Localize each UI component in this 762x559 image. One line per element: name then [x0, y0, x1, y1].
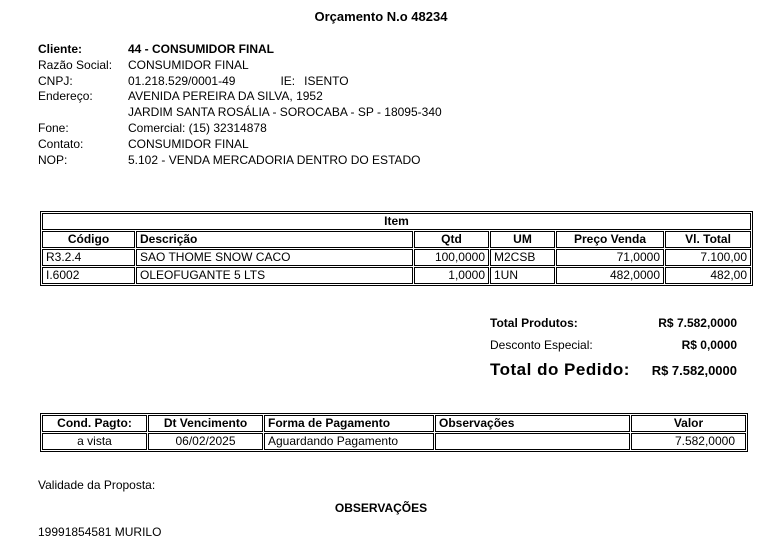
- desconto-especial-label: Desconto Especial:: [490, 338, 593, 353]
- payment-table: [40, 413, 748, 452]
- contact-line: 19991854581 MURILO: [38, 525, 162, 540]
- client-label: NOP:: [38, 152, 68, 167]
- column-header-qtd: Qtd: [414, 231, 489, 248]
- client-value: 5.102 - VENDA MERCADORIA DENTRO DO ESTADO: [128, 152, 421, 167]
- qtd-cell: 1,0000: [414, 267, 489, 284]
- column-header-cond-pagto: Cond. Pagto:: [42, 415, 147, 432]
- client-label: CNPJ:: [38, 73, 73, 88]
- client-value: JARDIM SANTA ROSÁLIA - SOROCABA - SP - 18095-340: [128, 105, 442, 120]
- total-produtos-row: [490, 316, 737, 330]
- client-info: [38, 42, 762, 168]
- client-value: CONSUMIDOR FINAL: [128, 57, 249, 72]
- table-row: [42, 433, 746, 450]
- page-title: Orçamento N.o 48234: [314, 9, 448, 24]
- um-cell: 1UN: [490, 267, 555, 284]
- client-label: Cliente:: [38, 42, 83, 56]
- column-header-dt-vencimento: Dt Vencimento: [148, 415, 263, 432]
- client-value: 01.218.529/0001-49: [128, 73, 236, 88]
- ie-value: ISENTO: [304, 73, 349, 88]
- table-row: [42, 249, 751, 266]
- column-header-forma-pagamento: Forma de Pagamento: [264, 415, 434, 432]
- codigo-cell: R3.2.4: [42, 249, 135, 266]
- observacoes-cell: [435, 433, 630, 450]
- column-header-um: UM: [490, 231, 555, 248]
- client-row-fone: [38, 121, 762, 137]
- total-produtos-label: Total Produtos:: [490, 316, 578, 331]
- client-value: Comercial: (15) 32314878: [128, 120, 267, 135]
- vl-total-cell: 482,00: [665, 267, 751, 284]
- validade-proposta-label: Validade da Proposta:: [38, 478, 156, 493]
- descricao-cell: SAO THOME SNOW CACO: [136, 249, 413, 266]
- column-header-descricao: Descrição: [136, 231, 413, 248]
- payment-table-header-row: [42, 415, 746, 432]
- client-value: AVENIDA PEREIRA DA SILVA, 1952: [128, 89, 323, 104]
- client-value: CONSUMIDOR FINAL: [128, 136, 249, 151]
- qtd-cell: 100,0000: [414, 249, 489, 266]
- item-table-title: Item: [42, 213, 751, 230]
- codigo-cell: I.6002: [42, 267, 135, 284]
- column-header-valor: Valor: [631, 415, 746, 432]
- client-label: [38, 105, 128, 121]
- total-pedido-value: R$ 7.582,0000: [651, 363, 737, 379]
- totals-section: [490, 316, 737, 380]
- ie-label: IE:: [280, 73, 296, 88]
- column-header-vl-total: Vl. Total: [665, 231, 751, 248]
- client-label: Fone:: [38, 120, 69, 135]
- total-produtos-value: R$ 7.582,0000: [658, 316, 737, 331]
- column-header-codigo: Código: [42, 231, 135, 248]
- client-value: 44 - CONSUMIDOR FINAL: [128, 42, 275, 56]
- client-row-endereco-2: [38, 105, 762, 121]
- client-row-nop: [38, 153, 762, 169]
- desconto-especial-value: R$ 0,0000: [681, 338, 737, 353]
- observacoes-title: OBSERVAÇÕES: [334, 501, 428, 516]
- total-pedido-label: Total do Pedido:: [490, 360, 630, 380]
- client-row-endereco: [38, 89, 762, 105]
- client-label: Contato:: [38, 136, 84, 151]
- forma-pagamento-cell: Aguardando Pagamento: [264, 433, 434, 450]
- um-cell: M2CSB: [490, 249, 555, 266]
- preco-venda-cell: 71,0000: [556, 249, 664, 266]
- descricao-cell: OLEOFUGANTE 5 LTS: [136, 267, 413, 284]
- client-row-cnpj: [38, 74, 762, 90]
- item-table: [40, 211, 753, 286]
- client-row-razao-social: [38, 58, 762, 74]
- client-row-cliente: [38, 42, 762, 58]
- item-table-title-row: [42, 213, 751, 230]
- preco-venda-cell: 482,0000: [556, 267, 664, 284]
- dt-vencimento-cell: 06/02/2025: [148, 433, 263, 450]
- client-row-contato: [38, 137, 762, 153]
- column-header-preco-venda: Preço Venda: [556, 231, 664, 248]
- column-header-observacoes: Observações: [435, 415, 630, 432]
- vl-total-cell: 7.100,00: [665, 249, 751, 266]
- valor-cell: 7.582,0000: [631, 433, 746, 450]
- desconto-especial-row: [490, 338, 737, 352]
- cond-pagto-cell: a vista: [42, 433, 147, 450]
- item-table-header-row: [42, 231, 751, 248]
- total-pedido-row: [490, 360, 737, 380]
- client-label: Razão Social:: [38, 57, 113, 72]
- table-row: [42, 267, 751, 284]
- client-label: Endereço:: [38, 89, 93, 104]
